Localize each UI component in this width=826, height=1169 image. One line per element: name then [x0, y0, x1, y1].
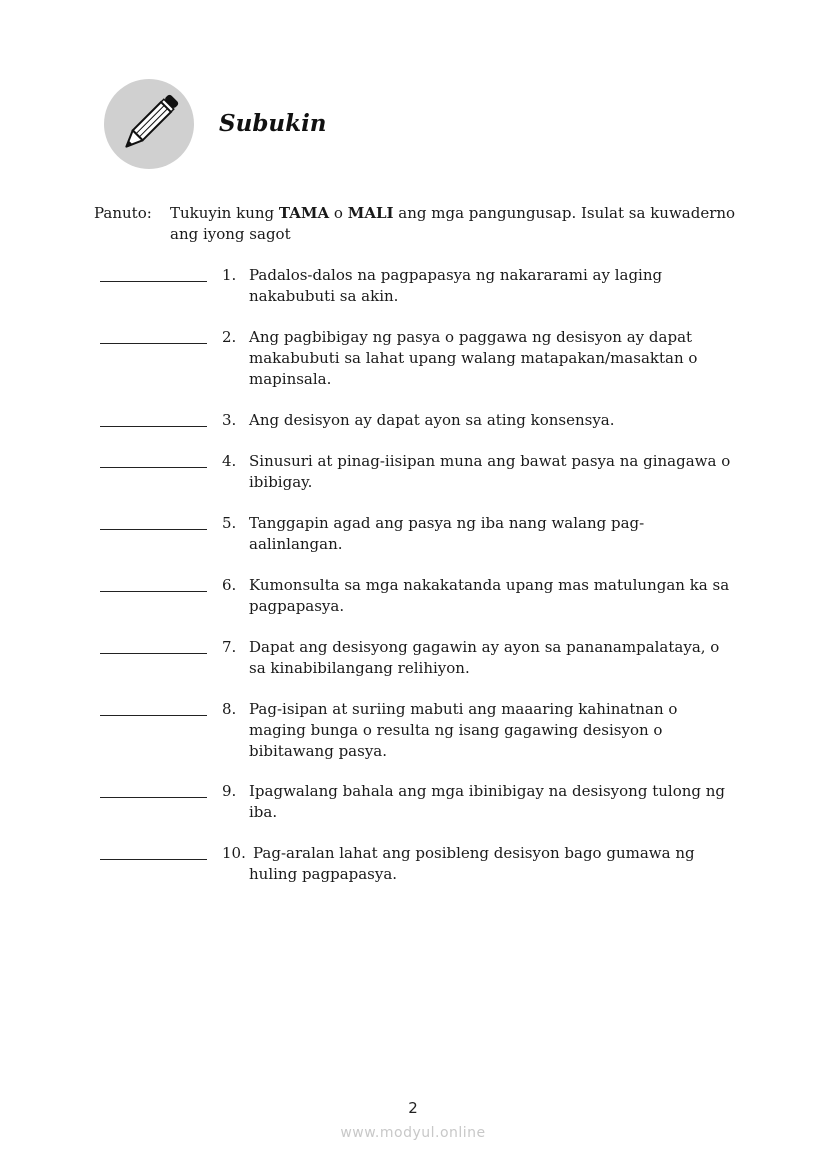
instructions-text [170, 203, 740, 245]
question-number: 1. [222, 266, 237, 284]
answer-blank[interactable] [100, 467, 207, 468]
answer-blank[interactable] [100, 426, 207, 427]
instructions-part: Tukuyin kung [170, 204, 279, 222]
instructions-part: ang mga pangungusap. Isulat sa kuwaderno ang iyong sagot [170, 204, 736, 243]
question-text: Ang desisyon ay dapat ayon sa ating konsensya. [249, 411, 615, 429]
pencil-icon-badge [104, 79, 194, 169]
question-text: Dapat ang desisyong gagawin ay ayon sa pananampalataya, o sa kinabibilangang relihiyon. [249, 638, 720, 677]
question-number: 6. [222, 576, 237, 594]
watermark: www.modyul.online [340, 1125, 486, 1141]
pencil-icon [104, 79, 194, 169]
answer-blank[interactable] [100, 343, 207, 344]
question-number: 10. [222, 844, 246, 862]
instructions-label: Panuto: [94, 204, 152, 222]
instructions-part: o [329, 204, 348, 222]
instructions-keyword-tama: TAMA [278, 204, 330, 222]
question-text: Padalos-dalos na pagpapasya ng nakararami ay laging nakabubuti sa akin. [249, 266, 663, 305]
question-text: Ipagwalang bahala ang mga ibinibigay na desisyong tulong ng iba. [249, 782, 726, 821]
question-text: Tanggapin agad ang pasya ng iba nang walang pag-aalinlangan. [249, 514, 645, 553]
answer-blank[interactable] [100, 591, 207, 592]
answer-blank[interactable] [100, 797, 207, 798]
question-number: 5. [222, 514, 237, 532]
question-number: 3. [222, 411, 237, 429]
question-text: Sinusuri at pinag-iisipan muna ang bawat pasya na ginagawa o ibibigay. [249, 452, 731, 491]
instructions-keyword-mali: MALI [347, 204, 394, 222]
answer-blank[interactable] [100, 529, 207, 530]
answer-blank[interactable] [100, 715, 207, 716]
question-number: 8. [222, 700, 237, 718]
question-text: Pag-isipan at suriing mabuti ang maaaring kahinatnan o maging bunga o resulta ng isang gagawing desisyon o bibitawang pasya. [249, 700, 678, 760]
question-number: 7. [222, 638, 237, 656]
question-number: 9. [222, 782, 237, 800]
page-number: 2 [408, 1099, 418, 1117]
answer-blank[interactable] [100, 859, 207, 860]
section-title: Subukin [219, 110, 327, 137]
question-number: 2. [222, 328, 237, 346]
question-text: Pag-aralan lahat ang posibleng desisyon bago gumawa ng huling pagpapasya. [249, 844, 695, 883]
answer-blank[interactable] [100, 653, 207, 654]
question-text: Ang pagbibigay ng pasya o paggawa ng desisyon ay dapat makabubuti sa lahat upang walang matapakan/masaktan o mapinsala. [249, 328, 698, 388]
question-number: 4. [222, 452, 237, 470]
question-text: Kumonsulta sa mga nakakatanda upang mas matulungan ka sa pagpapasya. [249, 576, 730, 615]
answer-blank[interactable] [100, 281, 207, 282]
